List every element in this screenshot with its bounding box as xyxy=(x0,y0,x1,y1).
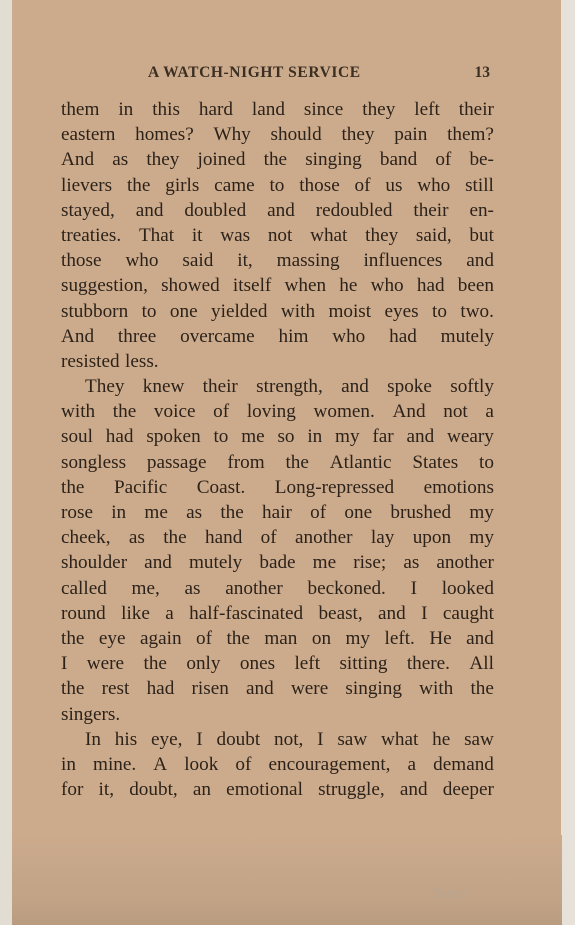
word: of xyxy=(260,527,277,549)
word: and xyxy=(378,602,406,624)
word: eye xyxy=(98,627,126,649)
word: with xyxy=(419,678,454,700)
word: land xyxy=(251,99,285,120)
word: the xyxy=(263,149,288,171)
word: and xyxy=(399,779,428,801)
word: half-fascinated xyxy=(189,602,304,624)
word: an xyxy=(192,779,211,801)
word: stubborn xyxy=(61,300,129,322)
word: the xyxy=(112,401,137,423)
word: overcame xyxy=(180,325,255,347)
word: round xyxy=(61,602,106,624)
word: Coast. xyxy=(196,476,246,498)
word: and xyxy=(144,552,172,574)
running-header xyxy=(62,64,494,86)
word: Why xyxy=(213,124,251,146)
word: were xyxy=(86,653,125,675)
word: a xyxy=(407,753,417,775)
word: they xyxy=(146,149,180,171)
word: less. xyxy=(125,350,159,372)
word: songless xyxy=(61,451,127,473)
word: stayed, xyxy=(61,199,115,221)
word: in xyxy=(307,426,323,448)
word: me xyxy=(312,552,337,574)
word: when xyxy=(284,275,327,297)
word: not, xyxy=(274,728,304,750)
word: I xyxy=(317,728,324,750)
word: still xyxy=(465,174,494,196)
word: to xyxy=(141,300,157,322)
word: and xyxy=(341,376,369,398)
word: He xyxy=(429,627,452,649)
text-line xyxy=(61,550,494,575)
word: as xyxy=(112,149,129,171)
text-line xyxy=(61,626,494,651)
body-text xyxy=(61,97,494,802)
text-line xyxy=(61,601,494,626)
word: came xyxy=(214,174,255,196)
word: mutely xyxy=(188,552,243,574)
word: a xyxy=(485,401,494,423)
word: since xyxy=(303,99,344,120)
word: like xyxy=(121,602,150,624)
word: in xyxy=(118,99,134,120)
word: and xyxy=(267,199,295,221)
word: had xyxy=(146,678,175,700)
word: the xyxy=(220,502,244,523)
word: far xyxy=(372,426,394,448)
word: voice xyxy=(153,401,196,423)
word: weary xyxy=(446,426,494,448)
word: who xyxy=(125,250,159,272)
word: girls xyxy=(165,174,200,196)
word: I xyxy=(410,577,417,599)
word: In xyxy=(85,728,101,750)
word: as xyxy=(184,577,201,599)
word: lay xyxy=(370,527,395,549)
word: of xyxy=(310,502,327,523)
word: I xyxy=(196,728,203,750)
word: brushed xyxy=(390,502,452,523)
word: they xyxy=(362,99,396,120)
word: there. xyxy=(406,653,450,675)
text-line xyxy=(61,500,494,525)
page-edge xyxy=(561,0,575,925)
word: redoubled xyxy=(315,199,393,221)
text-line xyxy=(61,122,494,147)
word: soul xyxy=(61,426,93,448)
word: three xyxy=(117,325,157,347)
word: ones xyxy=(239,653,276,675)
text-line xyxy=(61,702,494,727)
word: them xyxy=(61,99,100,120)
word: I xyxy=(421,602,428,624)
word: itself xyxy=(232,275,272,297)
word: and xyxy=(246,678,274,700)
word: knew xyxy=(142,376,185,398)
word: moist xyxy=(328,300,372,322)
word: to xyxy=(269,174,285,196)
word: my xyxy=(469,502,494,523)
text-line xyxy=(61,727,494,752)
word: risen xyxy=(191,678,229,700)
word: lievers xyxy=(61,174,113,196)
word: and xyxy=(406,426,435,448)
word: as xyxy=(128,527,145,549)
word: those xyxy=(61,250,102,272)
text-line xyxy=(61,399,494,424)
word: beckoned. xyxy=(307,577,386,599)
word: influences xyxy=(363,250,443,272)
text-line xyxy=(61,525,494,550)
word: and xyxy=(135,199,164,221)
word: had xyxy=(105,426,134,448)
text-line xyxy=(61,777,494,802)
word: me xyxy=(241,426,265,448)
word: And xyxy=(392,401,426,423)
word: their xyxy=(202,376,238,398)
word: yielded xyxy=(211,300,268,322)
word: be- xyxy=(469,149,494,171)
word: cheek, xyxy=(61,527,111,549)
word: my xyxy=(345,627,371,649)
word: to xyxy=(213,426,229,448)
word: again xyxy=(140,627,182,649)
word: Pacific xyxy=(113,476,168,498)
word: loving xyxy=(246,401,296,423)
text-line xyxy=(61,450,494,475)
word: upon xyxy=(412,527,452,549)
text-line xyxy=(61,676,494,701)
text-line xyxy=(61,147,494,172)
word: the xyxy=(163,527,187,549)
word: eye, xyxy=(151,728,183,750)
word: spoken xyxy=(146,426,201,448)
word: strength, xyxy=(256,376,323,398)
word: and xyxy=(466,250,494,272)
page-bottom-shadow xyxy=(12,835,562,925)
word: he xyxy=(432,728,451,750)
word: emotional xyxy=(226,779,303,801)
word: women. xyxy=(313,401,375,423)
word: they xyxy=(365,224,399,246)
text-line xyxy=(61,173,494,198)
word: said, xyxy=(415,224,452,246)
word: looked xyxy=(441,577,494,599)
word: had xyxy=(389,325,417,347)
text-line xyxy=(61,299,494,324)
word: it, xyxy=(237,250,253,272)
word: not xyxy=(443,401,468,423)
word: All xyxy=(469,653,494,675)
running-title: A WATCH-NIGHT SERVICE xyxy=(148,64,361,81)
word: They xyxy=(85,376,125,398)
text-line xyxy=(61,198,494,223)
text-line xyxy=(61,273,494,298)
word: And xyxy=(61,149,95,171)
word: doubled xyxy=(184,199,247,221)
word: me xyxy=(144,502,168,523)
word: the xyxy=(61,678,85,700)
word: one xyxy=(344,502,373,523)
word: said xyxy=(182,250,214,272)
word: struggle, xyxy=(318,779,385,801)
word: he xyxy=(339,275,358,297)
word: and xyxy=(466,627,494,649)
word: eyes xyxy=(384,300,419,322)
word: A xyxy=(153,753,168,775)
word: pain xyxy=(394,124,428,146)
word: look xyxy=(184,753,219,775)
word: the xyxy=(61,627,85,649)
word: who xyxy=(370,275,404,297)
word: of xyxy=(213,401,230,423)
word: man xyxy=(264,627,298,649)
word: encouragement, xyxy=(268,753,391,775)
word: him xyxy=(278,325,309,347)
word: a xyxy=(165,602,174,624)
text-line xyxy=(61,651,494,676)
word: them? xyxy=(447,124,494,146)
word: rise; xyxy=(353,552,387,574)
word: rose xyxy=(61,502,93,523)
word: us xyxy=(385,174,403,196)
word: joined xyxy=(197,149,246,171)
word: two. xyxy=(460,300,494,322)
text-line xyxy=(61,223,494,248)
word: band xyxy=(379,149,418,171)
word: hard xyxy=(198,99,233,120)
word: left. xyxy=(384,627,415,649)
word: should xyxy=(270,124,322,146)
word: with xyxy=(61,401,96,423)
text-line xyxy=(61,248,494,273)
word: of xyxy=(196,627,212,649)
word: only xyxy=(186,653,221,675)
word: I xyxy=(61,653,68,675)
word: the xyxy=(61,476,85,498)
word: suggestion, xyxy=(61,275,148,297)
word: who xyxy=(332,325,366,347)
word: what xyxy=(381,728,419,750)
word: And xyxy=(61,325,95,347)
word: the xyxy=(143,653,167,675)
word: shoulder xyxy=(61,552,128,574)
word: the xyxy=(126,174,151,196)
word: softly xyxy=(450,376,494,398)
word: mutely xyxy=(440,325,494,347)
word: rest xyxy=(101,678,130,700)
word: to xyxy=(432,300,447,322)
word: but xyxy=(469,224,494,246)
word: their xyxy=(413,199,449,221)
word: for xyxy=(61,779,84,801)
text-line xyxy=(61,475,494,500)
word: the xyxy=(285,451,309,473)
word: me, xyxy=(131,577,160,599)
word: demand xyxy=(433,753,494,775)
word: left xyxy=(414,99,440,120)
word: Long-repressed xyxy=(274,476,395,498)
word: what xyxy=(310,224,348,246)
word: in xyxy=(111,502,127,523)
word: emotions xyxy=(423,476,494,498)
word: singing xyxy=(305,149,362,171)
text-line xyxy=(61,752,494,777)
word: hand xyxy=(205,527,243,549)
word: eastern xyxy=(61,124,116,146)
word: been xyxy=(457,275,494,297)
text-line xyxy=(61,349,494,374)
word: Atlantic xyxy=(329,451,392,473)
word: States xyxy=(412,451,459,473)
word: had xyxy=(416,275,445,297)
word: who xyxy=(417,174,451,196)
text-line xyxy=(61,324,494,349)
word: were xyxy=(290,678,329,700)
text-line xyxy=(61,97,494,122)
digitized-watermark: Digitiz xyxy=(432,886,468,901)
word: with xyxy=(280,300,316,322)
word: as xyxy=(186,502,203,523)
word: sitting xyxy=(339,653,388,675)
word: showed xyxy=(161,275,220,297)
word: en- xyxy=(469,199,494,221)
word: resisted xyxy=(61,350,120,372)
word: their xyxy=(458,99,494,120)
word: That xyxy=(138,224,175,246)
word: one xyxy=(169,300,198,322)
word: as xyxy=(403,552,420,574)
word: homes? xyxy=(135,124,194,146)
word: beast, xyxy=(318,602,363,624)
word: from xyxy=(227,451,265,473)
word: of xyxy=(354,174,371,196)
word: in xyxy=(61,753,76,775)
word: bade xyxy=(259,552,296,574)
word: not xyxy=(267,224,293,246)
word: left xyxy=(294,653,321,675)
word: another xyxy=(295,527,353,549)
word: deeper xyxy=(442,779,494,801)
text-line xyxy=(61,576,494,601)
word: so xyxy=(277,426,295,448)
word: called xyxy=(61,577,107,599)
word: was xyxy=(220,224,251,246)
text-line xyxy=(61,374,494,399)
word: saw xyxy=(464,728,494,750)
word: they xyxy=(341,124,375,146)
word: passage xyxy=(146,451,207,473)
word: on xyxy=(311,627,332,649)
word: hair xyxy=(262,502,292,523)
word: mine. xyxy=(93,753,137,775)
word: singers. xyxy=(61,703,121,725)
word: my xyxy=(469,527,494,549)
word: doubt, xyxy=(129,779,178,801)
page-number: 13 xyxy=(474,64,490,81)
word: this xyxy=(152,99,180,120)
word: massing xyxy=(276,250,340,272)
word: another xyxy=(225,577,283,599)
word: it, xyxy=(98,779,115,801)
word: to xyxy=(479,451,494,473)
word: treaties. xyxy=(61,224,122,246)
word: my xyxy=(335,426,360,448)
word: another xyxy=(436,552,494,574)
word: his xyxy=(114,728,138,750)
word: the xyxy=(226,627,250,649)
word: caught xyxy=(442,602,494,624)
word: singing xyxy=(345,678,402,700)
word: the xyxy=(470,678,494,700)
word: those xyxy=(299,174,340,196)
text-line xyxy=(61,424,494,449)
word: saw xyxy=(337,728,368,750)
word: of xyxy=(235,753,252,775)
word: it xyxy=(191,224,203,246)
word: spoke xyxy=(387,376,432,398)
word: of xyxy=(435,149,452,171)
word: doubt xyxy=(216,728,261,750)
